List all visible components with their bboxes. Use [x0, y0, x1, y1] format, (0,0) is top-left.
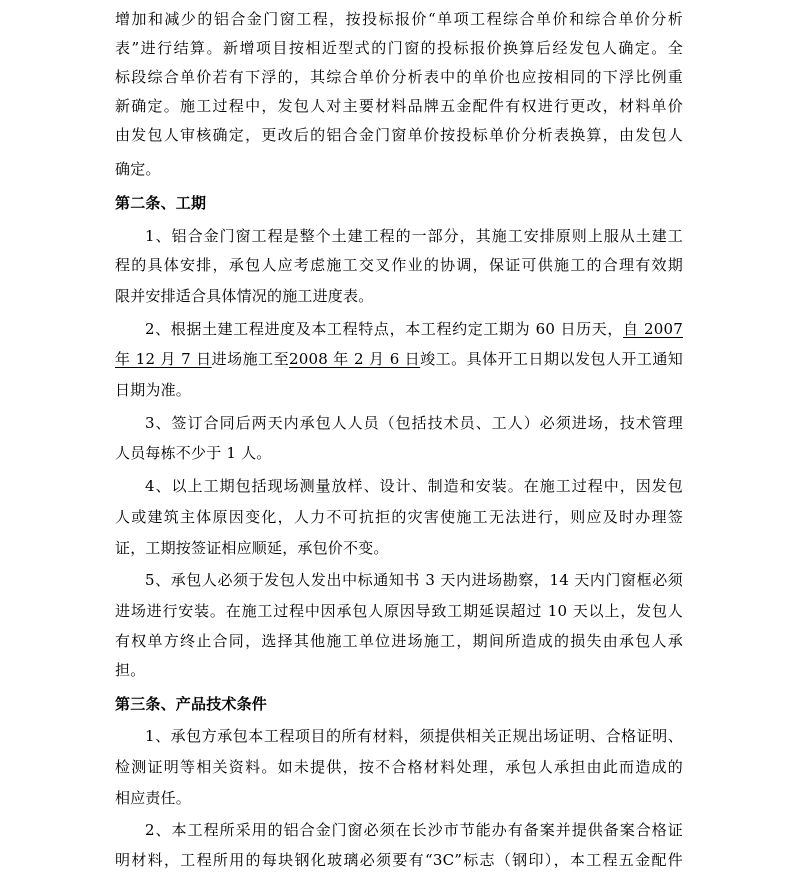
text-line: 限并安排适合具体情况的施工进度表。	[115, 287, 374, 305]
section-heading: 第二条、工期	[115, 194, 207, 212]
text-line: 4、以上工期包括现场测量放样、设计、制造和安装。在施工过程中，因发包	[145, 477, 683, 495]
text-line: 人或建筑主体原因变化，人力不可抗拒的灾害使施工无法进行，则应及时办理签	[115, 508, 683, 526]
text-line: 增加和减少的铝合金门窗工程，按投标报价“单项工程综合单价和综合单价分析	[115, 10, 683, 28]
start-date-underlined: 自 2007	[622, 320, 683, 338]
text-line: 3、签订合同后两天内承包人人员（包括技术员、工人）必须进场，技术管理	[145, 414, 683, 432]
text-line-with-date	[115, 345, 683, 373]
text-line: 日期为准。	[115, 381, 192, 399]
text-line: 有权单方终止合同，选择其他施工单位进场施工，期间所造成的损失由承包人承	[115, 632, 683, 650]
text-segment: 进场施工至	[211, 350, 290, 368]
text-line: 5、承包人必须于发包人发出中标通知书 3 天内进场勘察，14 天内门窗框必须	[145, 571, 683, 589]
text-line: 相应责任。	[115, 789, 192, 807]
text-line-with-date	[145, 315, 683, 343]
text-line: 明材料，工程所用的每块钢化玻璃必须要有“3C”标志（钢印），本工程五金配件	[115, 851, 683, 869]
text-line: 证，工期按签证相应顺延，承包价不变。	[115, 539, 389, 557]
text-segment: 竣工。具体开工日期以发包人开工通知	[420, 350, 684, 368]
text-line: 确定。	[115, 160, 161, 178]
text-line: 检测证明等相关资料。如未提供，按不合格材料处理，承包人承担由此而造成的	[115, 758, 683, 776]
section-heading: 第三条、产品技术条件	[115, 695, 268, 713]
text-line: 标段综合单价若有下浮的，其综合单价分析表中的单价也应按相同的下浮比例重	[115, 68, 683, 86]
text-line: 新确定。施工过程中，发包人对主要材料品牌五金配件有权进行更改，材料单价	[115, 97, 683, 115]
text-line: 2、本工程所采用的铝合金门窗必须在长沙市节能办有备案并提供备案合格证	[145, 821, 683, 839]
start-date-underlined: 年 12 月 7 日	[115, 350, 212, 368]
text-line: 表”进行结算。新增项目按相近型式的门窗的投标报价换算后经发包人确定。全	[115, 39, 683, 57]
text-segment: 2、根据土建工程进度及本工程特点，本工程约定工期为 60 日历天，	[145, 320, 623, 338]
text-line: 1、承包方承包本工程项目的所有材料，须提供相关正规出场证明、合格证明、	[145, 727, 683, 745]
text-line: 担。	[115, 661, 146, 679]
text-line: 1、铝合金门窗工程是整个土建工程的一部分，其施工安排原则上服从土建工	[145, 227, 683, 245]
text-line: 由发包人审核确定，更改后的铝合金门窗单价按投标单价分析表换算，由发包人	[115, 126, 683, 144]
end-date-underlined: 2008 年 2 月 6 日	[289, 350, 421, 368]
text-line: 进场进行安装。在施工过程中因承包人原因导致工期延误超过 10 天以上，发包人	[115, 602, 683, 620]
text-line: 人员每栋不少于 1 人。	[115, 444, 272, 462]
text-line: 程的具体安排，承包人应考虑施工交叉作业的协调，保证可供施工的合理有效期	[115, 256, 683, 274]
